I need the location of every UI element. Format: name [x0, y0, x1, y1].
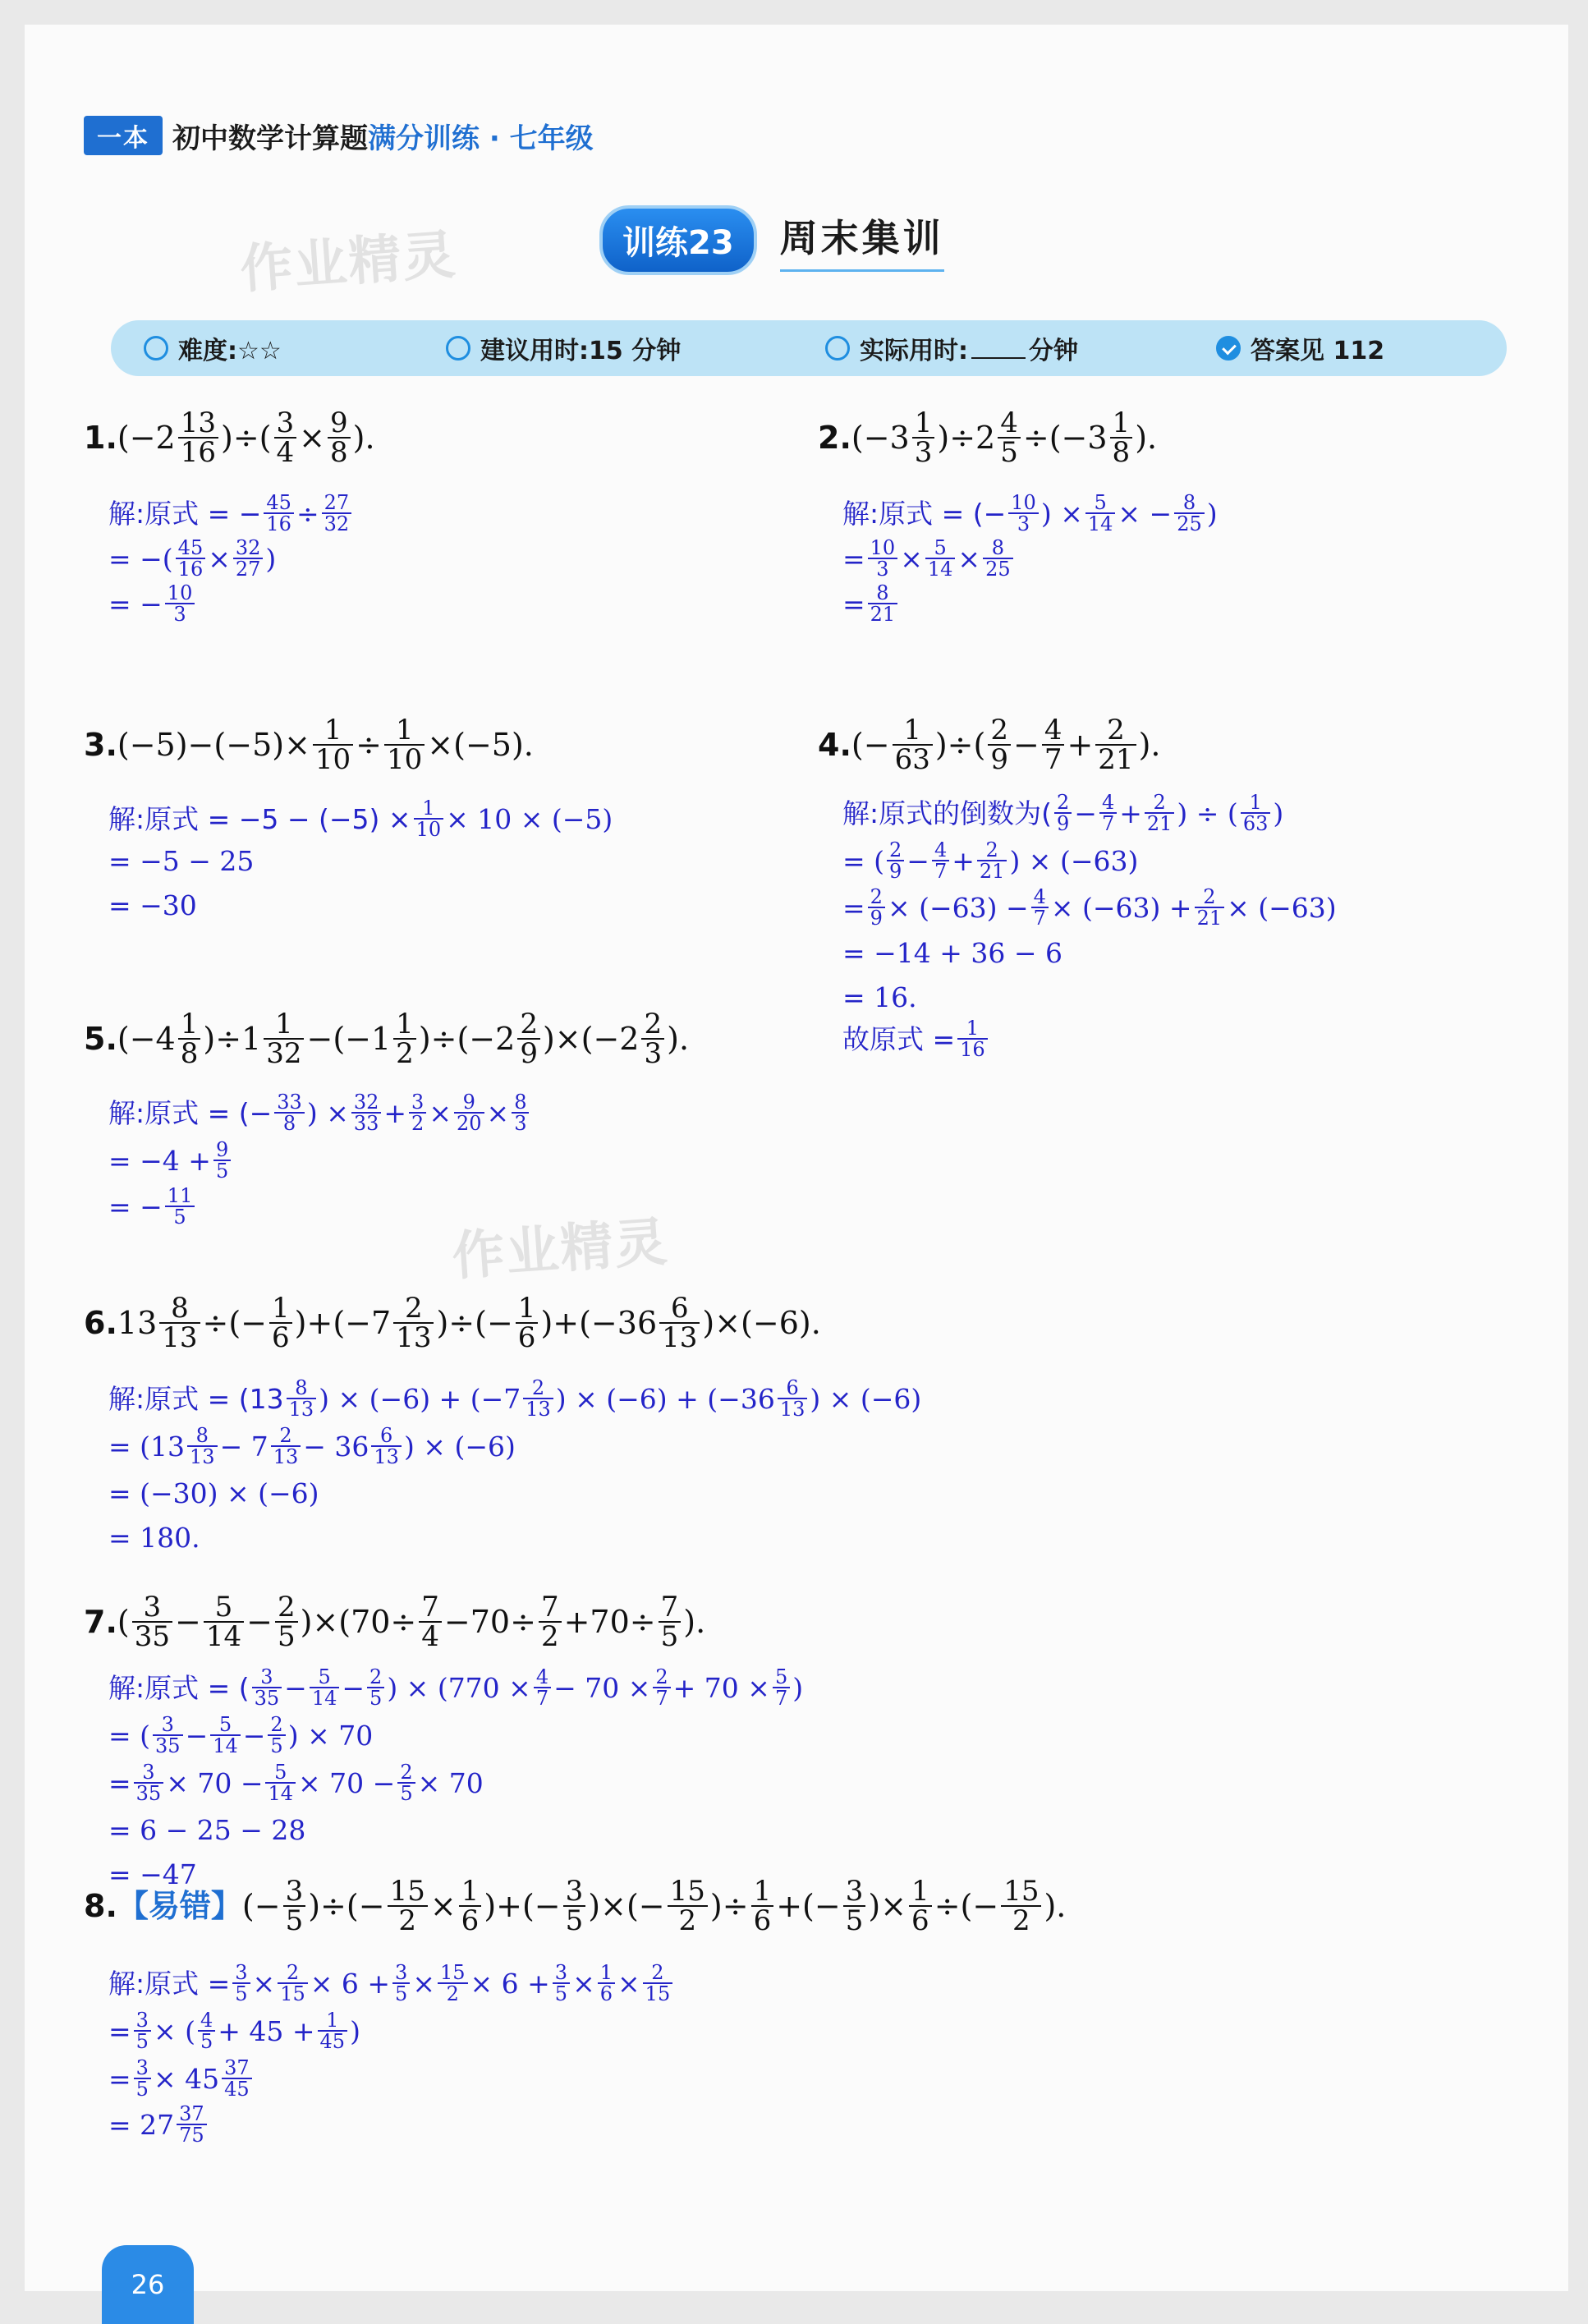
solution-2-line-2: = $\frac{10}{3}$ × $\frac{5}{14}$ × $\frac{8}{25}$	[842, 538, 1016, 579]
solution-5-line-2: = −4 + $\frac{9}{5}$	[108, 1140, 233, 1181]
solution-4-line-5: = 16.	[842, 981, 917, 1013]
solution-text: 解:原式 = −	[108, 497, 262, 530]
problem-3: 3.(−5)−(−5)× $\frac{1}{10}$ ÷ $\frac{1}{10}$ ×(−5).	[84, 714, 534, 776]
watermark-top: 作业精灵	[238, 224, 459, 301]
page	[25, 25, 1568, 2300]
book-title: 初中数学计算题	[172, 122, 368, 155]
solution-7-line-5: = −47	[108, 1858, 197, 1890]
actual-time	[825, 330, 1078, 366]
suggested-time-label: 建议用时:15 分钟	[480, 337, 682, 365]
check-icon	[1216, 336, 1241, 361]
problem-number: 7.	[84, 1604, 117, 1640]
problem-5: 5.(−4 $\frac{1}{8}$ )÷1 $\frac{1}{32}$ −(−1 $\frac{1}{2}$ )÷(−2 $\frac{2}{9}$ )×(−2 $\frac{2}{3}$ ).	[84, 1008, 690, 1070]
problem-number: 1.	[84, 420, 117, 456]
solution-2-line-3: = $\frac{8}{21}$	[842, 583, 900, 624]
solution-7-line-3: = $\frac{3}{35}$ × 70 − $\frac{5}{14}$ × 70 − $\frac{2}{5}$ × 70	[108, 1761, 484, 1805]
solution-6-line-4: = 180.	[108, 1522, 200, 1554]
book-subtitle: 满分训练 · 七年级	[368, 122, 594, 155]
section-title	[599, 205, 944, 275]
fraction: $\frac{13}{16}$	[178, 409, 218, 466]
solution-5-line-1: 解:原式 = (− $\frac{33}{8}$ ) × $\frac{32}{33}$ + $\frac{3}{2}$ × $\frac{9}{20}$ × $\frac{8}{3}$	[108, 1092, 531, 1133]
solution-7-line-4: = 6 − 25 − 28	[108, 1814, 306, 1846]
solution-4-line-6: 故原式 = $\frac{1}{16}$	[842, 1018, 990, 1059]
problem-4: 4.(− $\frac{1}{63}$ )÷( $\frac{2}{9}$ − $\frac{4}{7}$ + $\frac{2}{21}$ ).	[818, 714, 1161, 776]
info-bar	[111, 320, 1507, 376]
expr-text: ).	[352, 420, 375, 456]
problem-1	[84, 406, 375, 469]
problem-number: 8.	[84, 1888, 117, 1924]
actual-time-blank[interactable]	[971, 338, 1026, 359]
expr-text: ×	[299, 420, 325, 456]
solution-1-line-3: = − $\frac{10}{3}$	[108, 583, 197, 624]
solution-3-line-1: 解:原式 = −5 − (−5) × $\frac{1}{10}$ × 10 × (−5)	[108, 797, 613, 841]
solution-2-line-1: 解:原式 = (− $\frac{10}{3}$ ) × $\frac{5}{14}$ × − $\frac{8}{25}$ )	[842, 491, 1218, 535]
page-number: 26	[102, 2245, 194, 2324]
fraction: $\frac{9}{8}$	[328, 409, 351, 466]
solution-7-line-2: = ( $\frac{3}{35}$ − $\frac{5}{14}$ − $\frac{2}{5}$ ) × 70	[108, 1713, 374, 1757]
solution-3-line-2: = −5 − 25	[108, 845, 255, 877]
problem-7: 7.( $\frac{3}{35}$ − $\frac{5}{14}$ − $\frac{2}{5}$ )×(70÷ $\frac{7}{4}$ −70÷ $\frac{7}{2}$ +70÷ $\frac{7}{5}$ ).	[84, 1591, 706, 1653]
problem-number: 6.	[84, 1305, 117, 1341]
error-prone-tag: 【易错】	[117, 1888, 242, 1924]
section-heading: 周末集训	[780, 209, 944, 272]
expr-text: )÷(	[221, 420, 272, 456]
solution-4-line-2: = ( $\frac{2}{9}$ − $\frac{4}{7}$ + $\frac{2}{21}$ ) × (−63)	[842, 838, 1139, 883]
solution-6-line-2: = (13 $\frac{8}{13}$ − 7 $\frac{2}{13}$ − 36 $\frac{6}{13}$ ) × (−6)	[108, 1424, 516, 1468]
solution-8-line-4: = 27 $\frac{37}{75}$	[108, 2104, 209, 2145]
problem-8: 8.【易错】(− $\frac{3}{5}$ )÷(− $\frac{15}{2}$ × $\frac{1}{6}$ )+(− $\frac{3}{5}$ )×(− $\frac{15}{2}$ )÷ $\frac{1}{6}$ +(− $\frac{3}{5}$ )× $\frac{1}{6}$ ÷(− $\frac{15}{2}$ ).	[84, 1875, 1067, 1937]
solution-8-line-1: 解:原式 = $\frac{3}{5}$ × $\frac{2}{15}$ × 6 + $\frac{3}{5}$ × $\frac{15}{2}$ × 6 + $\frac{3}{5}$ × $\frac{1}{6}$ × $\frac{2}{15}$	[108, 1963, 675, 2004]
actual-time-label: 实际用时:	[860, 337, 968, 365]
solution-6-line-1: 解:原式 = (13 $\frac{8}{13}$ ) × (−6) + (−7 $\frac{2}{13}$ ) × (−6) + (−36 $\frac{6}{13}$ ) × (−6)	[108, 1376, 922, 1421]
solution-7-line-1: 解:原式 = ( $\frac{3}{35}$ − $\frac{5}{14}$ − $\frac{2}{5}$ ) × (770 × $\frac{4}{7}$ − 70 × $\frac{2}{7}$ + 70 × $\frac{5}{7}$ )	[108, 1665, 804, 1710]
alarm-clock-icon	[446, 336, 470, 361]
wifi-icon	[144, 336, 168, 361]
answer-reference	[1216, 330, 1384, 366]
answer-reference-label: 答案见 112	[1251, 337, 1385, 365]
publisher-logo: 一本	[84, 116, 163, 155]
problem-number: 3.	[84, 727, 117, 763]
timer-icon	[825, 336, 850, 361]
solution-8-line-3: = $\frac{3}{5}$ × 45 $\frac{37}{45}$	[108, 2058, 255, 2099]
problem-number: 4.	[818, 727, 851, 763]
suggested-time	[446, 330, 681, 366]
solution-3-line-3: = −30	[108, 889, 197, 921]
solution-4-line-3: = $\frac{2}{9}$ × (−63) − $\frac{4}{7}$ × (−63) + $\frac{2}{21}$ × (−63)	[842, 885, 1337, 930]
problem-6: 6.13 $\frac{8}{13}$ ÷(− $\frac{1}{6}$ )+(−7 $\frac{2}{13}$ )÷(− $\frac{1}{6}$ )+(−36 $\frac{6}{13}$ )×(−6).	[84, 1292, 821, 1354]
problem-2: 2.(−3 $\frac{1}{3}$ )÷2 $\frac{4}{5}$ ÷(−3 $\frac{1}{8}$ ).	[818, 406, 1158, 469]
difficulty-label: 难度:☆☆	[178, 337, 282, 365]
problem-number: 2.	[818, 420, 851, 456]
fraction: $\frac{3}{4}$	[274, 409, 297, 466]
watermark-middle: 作业精灵	[450, 1211, 671, 1288]
expr-text: (−2	[117, 420, 176, 456]
solution-4-line-1: 解:原式的倒数为( $\frac{2}{9}$ − $\frac{4}{7}$ + $\frac{2}{21}$ ) ÷ ( $\frac{1}{63}$ )	[842, 791, 1284, 835]
difficulty	[144, 330, 282, 366]
actual-time-unit: 分钟	[1029, 337, 1078, 365]
solution-5-line-3: = − $\frac{11}{5}$	[108, 1186, 197, 1227]
section-badge: 训练23	[599, 205, 757, 275]
solution-1-line-2: = −( $\frac{45}{16}$ × $\frac{32}{27}$ )	[108, 536, 277, 581]
solution-4-line-4: = −14 + 36 − 6	[842, 937, 1063, 969]
solution-6-line-3: = (−30) × (−6)	[108, 1477, 319, 1509]
solution-8-line-2: = $\frac{3}{5}$ × ( $\frac{4}{5}$ + 45 + $\frac{1}{45}$ )	[108, 2009, 360, 2053]
problem-number: 5.	[84, 1021, 117, 1057]
book-header	[84, 117, 594, 154]
solution-1-line-1: 解:原式 = − $\frac{45}{16}$ ÷ $\frac{27}{32}$	[108, 493, 354, 534]
